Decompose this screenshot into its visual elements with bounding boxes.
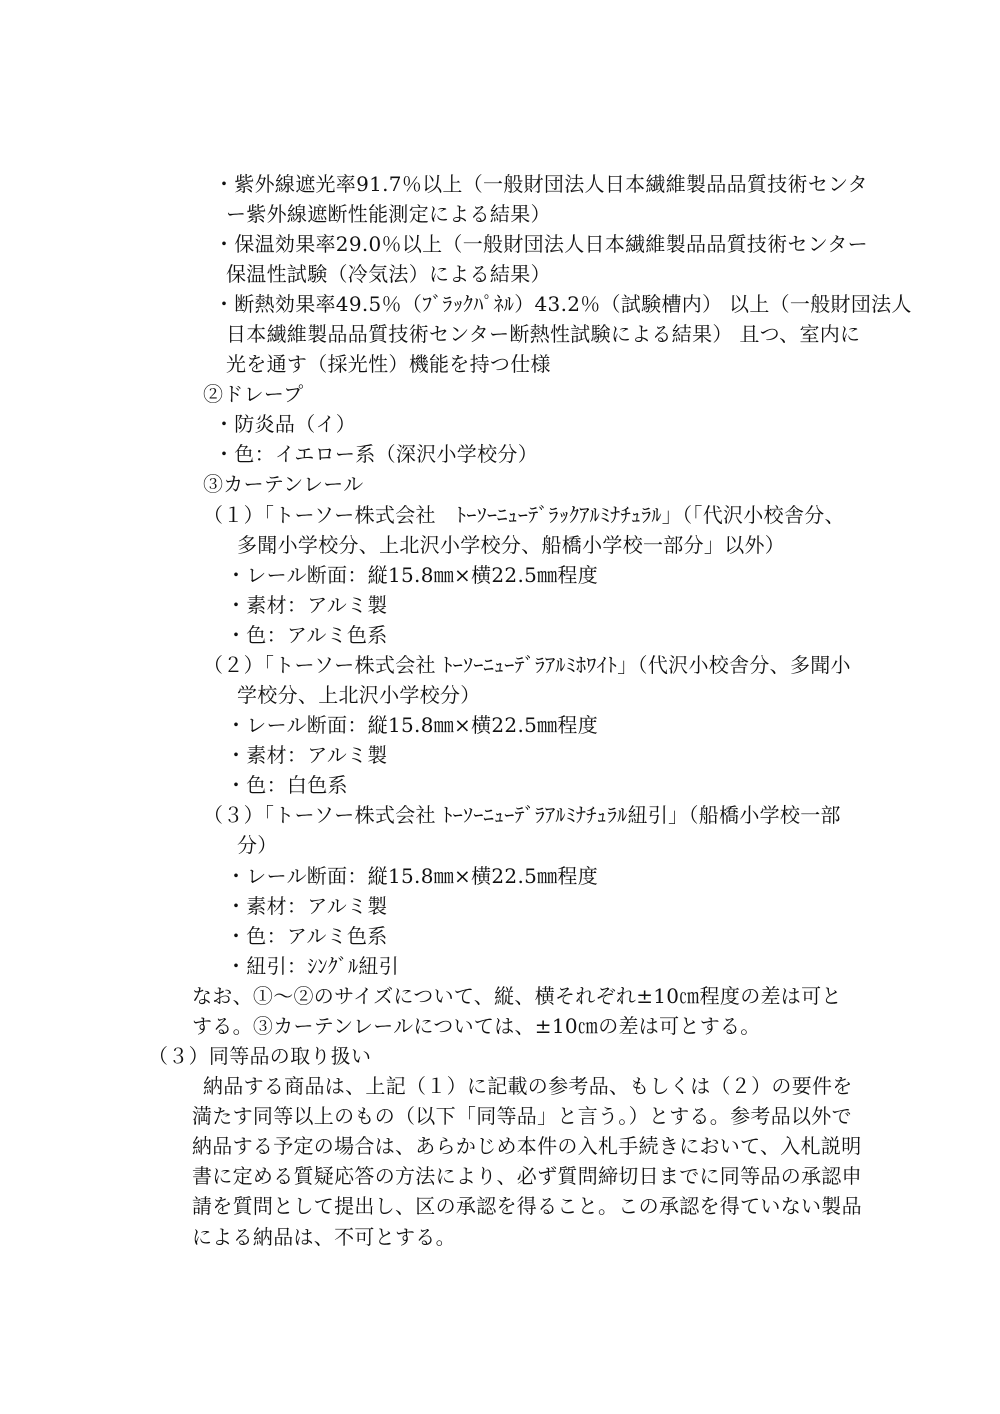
text-line: による納品は、不可とする。 [192,1225,456,1249]
text-line: ・保温効果率29.0％以上（一般財団法人日本繊維製品品質技術センター [214,232,868,256]
text-line: 分） [237,833,278,857]
section-heading: ③カーテンレール [203,472,364,496]
text-line: ・色：アルミ色系 [226,623,388,647]
text-line: ・素材：アルミ製 [226,593,388,617]
text-line: ・レール断面：縦15.8㎜×横22.5㎜程度 [226,563,599,587]
text-line: ・色：イエロー系（深沢小学校分） [214,442,538,466]
text-line: ・紐引：ｼﾝｸﾞﾙ紐引 [226,954,399,978]
text-line: （２）「トーソー株式会社 ﾄｰｿｰﾆｭｰﾃﾞﾗｱﾙﾐﾎﾜｲﾄ」（代沢小校舎分、多聞小 [203,653,851,677]
text-line: ・断熱効果率49.5％（ﾌﾞﾗｯｸﾊﾟﾈﾙ）43.2％（試験槽内） 以上（一般財団法人 [214,292,912,316]
text-line: ・防炎品（イ） [214,412,357,436]
text-line: 納品する予定の場合は、あらかじめ本件の入札手続きにおいて、入札説明 [192,1134,862,1158]
text-line: 保温性試験（冷気法）による結果） [226,262,551,286]
text-line: なお、①～②のサイズについて、縦、横それぞれ±10㎝程度の差は可と [192,984,842,1008]
text-line: 納品する商品は、上記（１）に記載の参考品、もしくは（２）の要件を [203,1074,853,1098]
text-line: ・色：アルミ色系 [226,924,388,948]
text-line: 日本繊維製品品質技術センター断熱性試験による結果） 且つ、室内に [226,322,861,346]
text-line: 多聞小学校分、上北沢小学校分、船橋小学校一部分」以外） [237,533,786,557]
text-line: する。③カーテンレールについては、±10㎝の差は可とする。 [192,1014,761,1038]
text-line: 請を質問として提出し、区の承認を得ること。この承認を得ていない製品 [192,1194,862,1218]
text-line: ・レール断面：縦15.8㎜×横22.5㎜程度 [226,864,599,888]
text-line: 光を通す（採光性）機能を持つ仕様 [226,352,551,376]
text-line: ・レール断面：縦15.8㎜×横22.5㎜程度 [226,713,599,737]
text-line: 学校分、上北沢小学校分） [237,683,481,707]
section-heading: （３）同等品の取り扱い [148,1044,372,1068]
text-line: ー紫外線遮断性能測定による結果） [226,202,551,226]
section-heading: ②ドレープ [203,382,304,406]
text-line: 書に定める質疑応答の方法により、必ず質問締切日までに同等品の承認申 [192,1164,862,1188]
text-line: （１）「トーソー株式会社 ﾄｰｿｰﾆｭｰﾃﾞﾗｯｸｱﾙﾐﾅﾁｭﾗﾙ」（「代沢小校舎分、 [203,503,845,527]
text-line: ・色：白色系 [226,773,348,797]
text-line: （３）「トーソー株式会社 ﾄｰｿｰﾆｭｰﾃﾞﾗｱﾙﾐﾅﾁｭﾗﾙ紐引」（船橋小学校一部 [203,803,841,827]
text-line: ・紫外線遮光率91.7％以上（一般財団法人日本繊維製品品質技術センタ [214,172,868,196]
text-line: 満たす同等以上のもの（以下「同等品」と言う。）とする。参考品以外で [192,1104,852,1128]
text-line: ・素材：アルミ製 [226,894,388,918]
text-line: ・素材：アルミ製 [226,743,388,767]
